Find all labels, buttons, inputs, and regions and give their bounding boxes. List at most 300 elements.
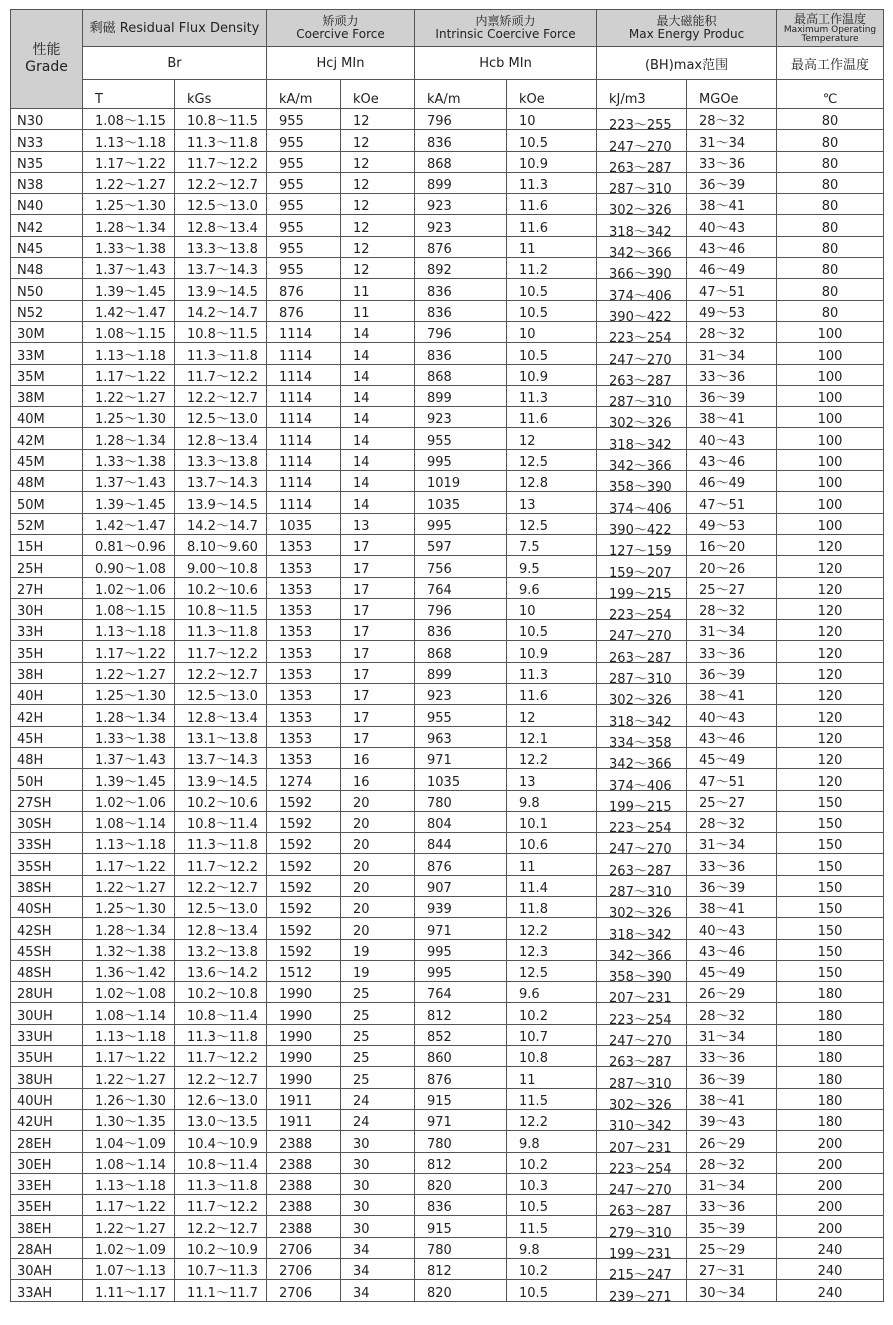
table-row xyxy=(11,1109,884,1130)
cell-br-tesla: 1.30～1.35 xyxy=(83,1109,175,1130)
hcb-title-en: Intrinsic Coercive Force xyxy=(435,27,576,41)
cell-hcb-kam: 923 xyxy=(415,194,507,215)
cell-max-temp: 150 xyxy=(777,833,884,854)
cell-hcj-koe: 20 xyxy=(341,854,415,875)
cell-hcj-koe: 17 xyxy=(341,662,415,683)
cell-hcj-koe: 25 xyxy=(341,1003,415,1024)
cell-br-kgs: 10.2～10.9 xyxy=(175,1237,267,1258)
cell-hcj-kam: 1353 xyxy=(267,705,341,726)
cell-bh-mgoe: 43～46 xyxy=(687,939,777,960)
cell-br-tesla: 1.02～1.09 xyxy=(83,1237,175,1258)
cell-br-tesla: 1.13～1.18 xyxy=(83,620,175,641)
cell-max-temp: 80 xyxy=(777,109,884,130)
cell-max-temp: 120 xyxy=(777,641,884,662)
cell-hcj-koe: 12 xyxy=(341,258,415,279)
cell-max-temp: 80 xyxy=(777,130,884,151)
cell-hcj-koe: 30 xyxy=(341,1131,415,1152)
cell-hcb-koe: 10.9 xyxy=(507,364,597,385)
cell-bh-kjm3 xyxy=(597,1152,687,1173)
cell-hcj-kam: 1114 xyxy=(267,449,341,470)
cell-bh-mgoe: 31～34 xyxy=(687,130,777,151)
cell-br-kgs: 11.3～11.8 xyxy=(175,343,267,364)
cell-hcj-kam: 1990 xyxy=(267,1003,341,1024)
cell-br-kgs: 13.2～13.8 xyxy=(175,939,267,960)
cell-hcb-koe: 10.9 xyxy=(507,641,597,662)
bh-range-text: 302～326 xyxy=(609,417,672,428)
cell-hcb-kam: 876 xyxy=(415,854,507,875)
cell-max-temp: 80 xyxy=(777,215,884,236)
cell-hcj-kam: 1592 xyxy=(267,854,341,875)
cell-hcj-koe: 17 xyxy=(341,598,415,619)
cell-bh-kjm3 xyxy=(597,321,687,342)
cell-hcj-kam: 1353 xyxy=(267,641,341,662)
cell-br-tesla: 1.08～1.15 xyxy=(83,109,175,130)
cell-hcb-kam: 796 xyxy=(415,109,507,130)
cell-hcj-koe: 30 xyxy=(341,1173,415,1194)
bh-range-text: 263～287 xyxy=(609,865,672,876)
cell-hcb-koe: 13 xyxy=(507,769,597,790)
cell-grade: 35UH xyxy=(11,1046,83,1067)
cell-grade: 38H xyxy=(11,662,83,683)
cell-br-kgs: 11.7～12.2 xyxy=(175,1195,267,1216)
cell-hcj-koe: 17 xyxy=(341,534,415,555)
cell-max-temp: 100 xyxy=(777,428,884,449)
cell-hcj-kam: 1114 xyxy=(267,364,341,385)
cell-bh-kjm3 xyxy=(597,747,687,768)
cell-hcj-koe: 14 xyxy=(341,492,415,513)
cell-br-tesla: 1.33～1.38 xyxy=(83,236,175,257)
cell-br-tesla: 1.11～1.17 xyxy=(83,1280,175,1301)
table-row xyxy=(11,982,884,1003)
cell-bh-mgoe: 43～46 xyxy=(687,726,777,747)
bh-range-text: 342～366 xyxy=(609,460,672,471)
cell-bh-mgoe: 28～32 xyxy=(687,321,777,342)
cell-br-tesla: 1.28～1.34 xyxy=(83,215,175,236)
cell-hcj-kam: 1592 xyxy=(267,939,341,960)
bh-range-text: 223～255 xyxy=(609,119,672,130)
cell-bh-mgoe: 35～39 xyxy=(687,1216,777,1237)
cell-hcb-kam: 812 xyxy=(415,1259,507,1280)
cell-bh-mgoe: 46～49 xyxy=(687,258,777,279)
cell-bh-mgoe: 33～36 xyxy=(687,1046,777,1067)
cell-hcb-koe: 11 xyxy=(507,854,597,875)
cell-hcj-kam: 1353 xyxy=(267,556,341,577)
cell-hcb-koe: 11.3 xyxy=(507,172,597,193)
cell-max-temp: 180 xyxy=(777,1088,884,1109)
unit-mgoe: MGOe xyxy=(687,80,777,109)
cell-hcj-koe: 25 xyxy=(341,1046,415,1067)
cell-bh-kjm3 xyxy=(597,471,687,492)
cell-max-temp: 100 xyxy=(777,492,884,513)
cell-hcj-kam: 1353 xyxy=(267,598,341,619)
cell-hcb-koe: 10 xyxy=(507,321,597,342)
cell-br-tesla: 1.39～1.45 xyxy=(83,769,175,790)
grade-header-cn: 性能 xyxy=(32,42,61,58)
cell-hcj-koe: 17 xyxy=(341,705,415,726)
table-row xyxy=(11,662,884,683)
cell-max-temp: 200 xyxy=(777,1195,884,1216)
cell-hcb-koe: 10.3 xyxy=(507,1173,597,1194)
cell-hcb-koe: 12.2 xyxy=(507,1109,597,1130)
cell-grade: 38M xyxy=(11,385,83,406)
cell-max-temp: 180 xyxy=(777,1067,884,1088)
table-row xyxy=(11,258,884,279)
cell-hcb-kam: 971 xyxy=(415,1109,507,1130)
bh-range-text: 287～310 xyxy=(609,183,672,194)
cell-grade: 38SH xyxy=(11,875,83,896)
cell-hcj-koe: 20 xyxy=(341,918,415,939)
hcb-symbol: Hcb MIn xyxy=(415,47,597,80)
cell-br-tesla: 1.13～1.18 xyxy=(83,833,175,854)
cell-grade: 33UH xyxy=(11,1024,83,1045)
unit-kgs: kGs xyxy=(175,80,267,109)
cell-br-kgs: 10.2～10.6 xyxy=(175,790,267,811)
cell-br-tesla: 1.37～1.43 xyxy=(83,258,175,279)
cell-hcb-kam: 899 xyxy=(415,172,507,193)
cell-bh-mgoe: 31～34 xyxy=(687,343,777,364)
cell-bh-mgoe: 31～34 xyxy=(687,1024,777,1045)
cell-br-tesla: 1.37～1.43 xyxy=(83,471,175,492)
cell-grade: 30SH xyxy=(11,811,83,832)
cell-br-kgs: 13.6～14.2 xyxy=(175,960,267,981)
cell-br-tesla: 1.13～1.18 xyxy=(83,343,175,364)
bh-range-text: 302～326 xyxy=(609,1099,672,1110)
cell-hcb-koe: 9.8 xyxy=(507,790,597,811)
bh-range-text: 199～215 xyxy=(609,801,672,812)
cell-hcj-koe: 14 xyxy=(341,321,415,342)
cell-hcb-kam: 995 xyxy=(415,939,507,960)
cell-bh-mgoe: 38～41 xyxy=(687,194,777,215)
cell-hcj-kam: 1353 xyxy=(267,726,341,747)
cell-br-kgs: 12.5～13.0 xyxy=(175,194,267,215)
temp-title xyxy=(777,10,884,47)
cell-bh-mgoe: 38～41 xyxy=(687,684,777,705)
cell-hcj-koe: 14 xyxy=(341,449,415,470)
cell-hcb-kam: 939 xyxy=(415,896,507,917)
cell-hcj-koe: 14 xyxy=(341,471,415,492)
cell-br-kgs: 10.8～11.4 xyxy=(175,811,267,832)
cell-br-tesla: 1.08～1.14 xyxy=(83,1152,175,1173)
bh-range-text: 159～207 xyxy=(609,567,672,578)
cell-grade: N42 xyxy=(11,215,83,236)
cell-hcj-kam: 955 xyxy=(267,151,341,172)
cell-hcb-koe: 9.8 xyxy=(507,1131,597,1152)
cell-grade: 42SH xyxy=(11,918,83,939)
cell-hcb-kam: 836 xyxy=(415,1195,507,1216)
hcb-title-cn: 内禀矫顽力 xyxy=(475,14,536,28)
cell-bh-kjm3 xyxy=(597,684,687,705)
cell-grade: 38EH xyxy=(11,1216,83,1237)
magnet-grade-table xyxy=(10,9,884,1302)
cell-hcj-kam: 1990 xyxy=(267,1046,341,1067)
cell-max-temp: 150 xyxy=(777,939,884,960)
bh-range-text: 247～270 xyxy=(609,141,672,152)
cell-grade: 35EH xyxy=(11,1195,83,1216)
cell-br-tesla: 1.26～1.30 xyxy=(83,1088,175,1109)
cell-max-temp: 120 xyxy=(777,598,884,619)
cell-bh-mgoe: 33～36 xyxy=(687,641,777,662)
cell-br-kgs: 10.8～11.5 xyxy=(175,321,267,342)
table-row xyxy=(11,449,884,470)
cell-hcj-kam: 1353 xyxy=(267,534,341,555)
cell-bh-kjm3 xyxy=(597,769,687,790)
table-row xyxy=(11,747,884,768)
cell-br-tesla: 1.39～1.45 xyxy=(83,279,175,300)
cell-hcb-koe: 9.6 xyxy=(507,982,597,1003)
cell-max-temp: 150 xyxy=(777,896,884,917)
table-row xyxy=(11,407,884,428)
cell-hcb-koe: 10.2 xyxy=(507,1003,597,1024)
bh-range-text: 279～310 xyxy=(609,1227,672,1238)
cell-bh-kjm3 xyxy=(597,1131,687,1152)
cell-bh-kjm3 xyxy=(597,790,687,811)
table-row xyxy=(11,172,884,193)
table-row xyxy=(11,854,884,875)
cell-bh-mgoe: 36～39 xyxy=(687,662,777,683)
cell-hcj-koe: 30 xyxy=(341,1195,415,1216)
bh-range-text: 302～326 xyxy=(609,204,672,215)
cell-bh-mgoe: 46～49 xyxy=(687,471,777,492)
cell-bh-mgoe: 28～32 xyxy=(687,811,777,832)
cell-br-kgs: 10.8～11.4 xyxy=(175,1152,267,1173)
cell-bh-mgoe: 26～29 xyxy=(687,982,777,1003)
cell-br-tesla: 1.39～1.45 xyxy=(83,492,175,513)
cell-br-kgs: 13.7～14.3 xyxy=(175,747,267,768)
cell-bh-kjm3 xyxy=(597,407,687,428)
cell-br-kgs: 11.3～11.8 xyxy=(175,833,267,854)
cell-bh-kjm3 xyxy=(597,449,687,470)
cell-hcb-kam: 764 xyxy=(415,577,507,598)
cell-br-kgs: 13.3～13.8 xyxy=(175,449,267,470)
cell-hcb-kam: 836 xyxy=(415,620,507,641)
cell-hcj-kam: 2706 xyxy=(267,1237,341,1258)
cell-hcj-koe: 14 xyxy=(341,407,415,428)
cell-hcj-kam: 2388 xyxy=(267,1152,341,1173)
unit-hcj-koe: kOe xyxy=(341,80,415,109)
cell-max-temp: 120 xyxy=(777,534,884,555)
cell-bh-mgoe: 33～36 xyxy=(687,1195,777,1216)
cell-max-temp: 80 xyxy=(777,279,884,300)
cell-br-kgs: 13.9～14.5 xyxy=(175,492,267,513)
cell-hcj-kam: 1114 xyxy=(267,321,341,342)
cell-max-temp: 120 xyxy=(777,556,884,577)
cell-bh-mgoe: 49～53 xyxy=(687,513,777,534)
cell-hcb-koe: 11 xyxy=(507,1067,597,1088)
cell-bh-kjm3 xyxy=(597,428,687,449)
cell-hcj-kam: 1911 xyxy=(267,1109,341,1130)
cell-hcj-koe: 17 xyxy=(341,684,415,705)
cell-hcb-koe: 10.2 xyxy=(507,1152,597,1173)
cell-hcj-kam: 1274 xyxy=(267,769,341,790)
cell-max-temp: 80 xyxy=(777,172,884,193)
cell-bh-mgoe: 26～29 xyxy=(687,1131,777,1152)
cell-bh-kjm3 xyxy=(597,513,687,534)
cell-hcb-kam: 971 xyxy=(415,918,507,939)
bh-range-text: 310～342 xyxy=(609,1120,672,1131)
unit-hcb-kam: kA/m xyxy=(415,80,507,109)
cell-hcb-koe: 10.6 xyxy=(507,833,597,854)
cell-hcb-kam: 836 xyxy=(415,300,507,321)
cell-grade: 52M xyxy=(11,513,83,534)
cell-bh-mgoe: 38～41 xyxy=(687,1088,777,1109)
bh-range-text: 215～247 xyxy=(609,1269,672,1280)
cell-hcb-koe: 12.8 xyxy=(507,471,597,492)
cell-br-tesla: 1.33～1.38 xyxy=(83,449,175,470)
table-row xyxy=(11,918,884,939)
cell-grade: 48M xyxy=(11,471,83,492)
cell-hcj-kam: 1035 xyxy=(267,513,341,534)
cell-bh-mgoe: 36～39 xyxy=(687,1067,777,1088)
cell-bh-kjm3 xyxy=(597,982,687,1003)
temp-title-en1: Maximum Operating xyxy=(783,24,877,35)
cell-br-kgs: 11.3～11.8 xyxy=(175,130,267,151)
cell-bh-mgoe: 25～29 xyxy=(687,1237,777,1258)
cell-bh-kjm3 xyxy=(597,1024,687,1045)
cell-bh-mgoe: 16～20 xyxy=(687,534,777,555)
cell-br-kgs: 12.2～12.7 xyxy=(175,662,267,683)
cell-bh-kjm3 xyxy=(597,194,687,215)
bh-range-text: 199～215 xyxy=(609,588,672,599)
unit-kjm3: kJ/m3 xyxy=(597,80,687,109)
cell-br-tesla: 1.17～1.22 xyxy=(83,364,175,385)
cell-hcb-kam: 804 xyxy=(415,811,507,832)
cell-hcj-koe: 12 xyxy=(341,194,415,215)
bh-range-text: 263～287 xyxy=(609,1056,672,1067)
cell-hcb-koe: 11.6 xyxy=(507,684,597,705)
cell-grade: N38 xyxy=(11,172,83,193)
cell-hcb-kam: 796 xyxy=(415,598,507,619)
cell-hcb-kam: 923 xyxy=(415,215,507,236)
cell-br-kgs: 13.3～13.8 xyxy=(175,236,267,257)
bh-range-text: 287～310 xyxy=(609,673,672,684)
cell-hcb-koe: 11.6 xyxy=(507,215,597,236)
cell-bh-mgoe: 28～32 xyxy=(687,1003,777,1024)
cell-br-tesla: 1.25～1.30 xyxy=(83,194,175,215)
cell-hcj-kam: 1592 xyxy=(267,918,341,939)
cell-hcj-kam: 1990 xyxy=(267,982,341,1003)
cell-bh-kjm3 xyxy=(597,1088,687,1109)
cell-hcj-koe: 12 xyxy=(341,130,415,151)
bh-range-text: 366～390 xyxy=(609,268,672,279)
table-row xyxy=(11,130,884,151)
cell-hcb-kam: 868 xyxy=(415,364,507,385)
cell-br-tesla: 1.22～1.27 xyxy=(83,662,175,683)
bh-range-text: 318～342 xyxy=(609,439,672,450)
cell-hcb-kam: 812 xyxy=(415,1003,507,1024)
cell-max-temp: 100 xyxy=(777,449,884,470)
cell-bh-kjm3 xyxy=(597,258,687,279)
cell-hcj-koe: 16 xyxy=(341,769,415,790)
bh-range-text: 287～310 xyxy=(609,396,672,407)
cell-hcb-kam: 860 xyxy=(415,1046,507,1067)
table-row xyxy=(11,492,884,513)
hcj-title-en: Coercive Force xyxy=(296,27,385,41)
cell-hcb-koe: 11.3 xyxy=(507,662,597,683)
cell-hcb-kam: 995 xyxy=(415,513,507,534)
cell-bh-kjm3 xyxy=(597,534,687,555)
cell-bh-kjm3 xyxy=(597,1259,687,1280)
cell-br-tesla: 1.22～1.27 xyxy=(83,172,175,193)
cell-bh-kjm3 xyxy=(597,854,687,875)
bh-range-text: 223～254 xyxy=(609,1014,672,1025)
table-row xyxy=(11,1003,884,1024)
cell-hcb-koe: 13 xyxy=(507,492,597,513)
cell-bh-kjm3 xyxy=(597,811,687,832)
cell-hcb-kam: 923 xyxy=(415,407,507,428)
cell-grade: N30 xyxy=(11,109,83,130)
cell-hcb-koe: 12.1 xyxy=(507,726,597,747)
cell-hcb-kam: 876 xyxy=(415,1067,507,1088)
bh-range-text: 342～366 xyxy=(609,758,672,769)
cell-bh-mgoe: 38～41 xyxy=(687,896,777,917)
bh-range-text: 263～287 xyxy=(609,162,672,173)
cell-hcj-koe: 20 xyxy=(341,811,415,832)
cell-hcj-koe: 20 xyxy=(341,896,415,917)
cell-bh-mgoe: 40～43 xyxy=(687,918,777,939)
cell-hcb-koe: 11.2 xyxy=(507,258,597,279)
cell-grade: 42M xyxy=(11,428,83,449)
cell-grade: 45SH xyxy=(11,939,83,960)
table-row xyxy=(11,705,884,726)
cell-hcj-kam: 2706 xyxy=(267,1259,341,1280)
cell-br-tesla: 1.42～1.47 xyxy=(83,513,175,534)
table-row xyxy=(11,769,884,790)
cell-br-tesla: 1.42～1.47 xyxy=(83,300,175,321)
cell-hcb-kam: 820 xyxy=(415,1173,507,1194)
cell-max-temp: 200 xyxy=(777,1173,884,1194)
cell-hcj-koe: 17 xyxy=(341,641,415,662)
cell-br-tesla: 1.17～1.22 xyxy=(83,1195,175,1216)
table-row xyxy=(11,833,884,854)
cell-grade: 28AH xyxy=(11,1237,83,1258)
cell-br-tesla: 0.90～1.08 xyxy=(83,556,175,577)
cell-bh-mgoe: 43～46 xyxy=(687,449,777,470)
table-body xyxy=(11,109,884,1302)
cell-hcj-kam: 1990 xyxy=(267,1067,341,1088)
cell-grade: N35 xyxy=(11,151,83,172)
cell-br-kgs: 13.0～13.5 xyxy=(175,1109,267,1130)
cell-max-temp: 80 xyxy=(777,258,884,279)
table-row xyxy=(11,726,884,747)
table-row xyxy=(11,534,884,555)
cell-grade: 35H xyxy=(11,641,83,662)
cell-hcb-kam: 812 xyxy=(415,1152,507,1173)
cell-grade: 30H xyxy=(11,598,83,619)
cell-br-tesla: 1.08～1.14 xyxy=(83,1003,175,1024)
bh-range-text: 302～326 xyxy=(609,694,672,705)
cell-hcj-koe: 17 xyxy=(341,556,415,577)
cell-max-temp: 100 xyxy=(777,471,884,492)
cell-bh-kjm3 xyxy=(597,662,687,683)
cell-br-kgs: 13.9～14.5 xyxy=(175,279,267,300)
cell-br-kgs: 12.5～13.0 xyxy=(175,407,267,428)
cell-br-tesla: 1.22～1.27 xyxy=(83,385,175,406)
cell-hcb-koe: 10.5 xyxy=(507,130,597,151)
cell-hcj-kam: 1114 xyxy=(267,407,341,428)
cell-hcb-koe: 11.5 xyxy=(507,1216,597,1237)
cell-bh-kjm3 xyxy=(597,556,687,577)
cell-bh-kjm3 xyxy=(597,1216,687,1237)
cell-br-kgs: 12.6～13.0 xyxy=(175,1088,267,1109)
table-row xyxy=(11,577,884,598)
table-row xyxy=(11,1259,884,1280)
cell-hcb-kam: 1035 xyxy=(415,492,507,513)
table-row xyxy=(11,1195,884,1216)
cell-br-tesla: 1.32～1.38 xyxy=(83,939,175,960)
cell-bh-mgoe: 38～41 xyxy=(687,407,777,428)
cell-max-temp: 100 xyxy=(777,343,884,364)
cell-hcj-koe: 25 xyxy=(341,982,415,1003)
